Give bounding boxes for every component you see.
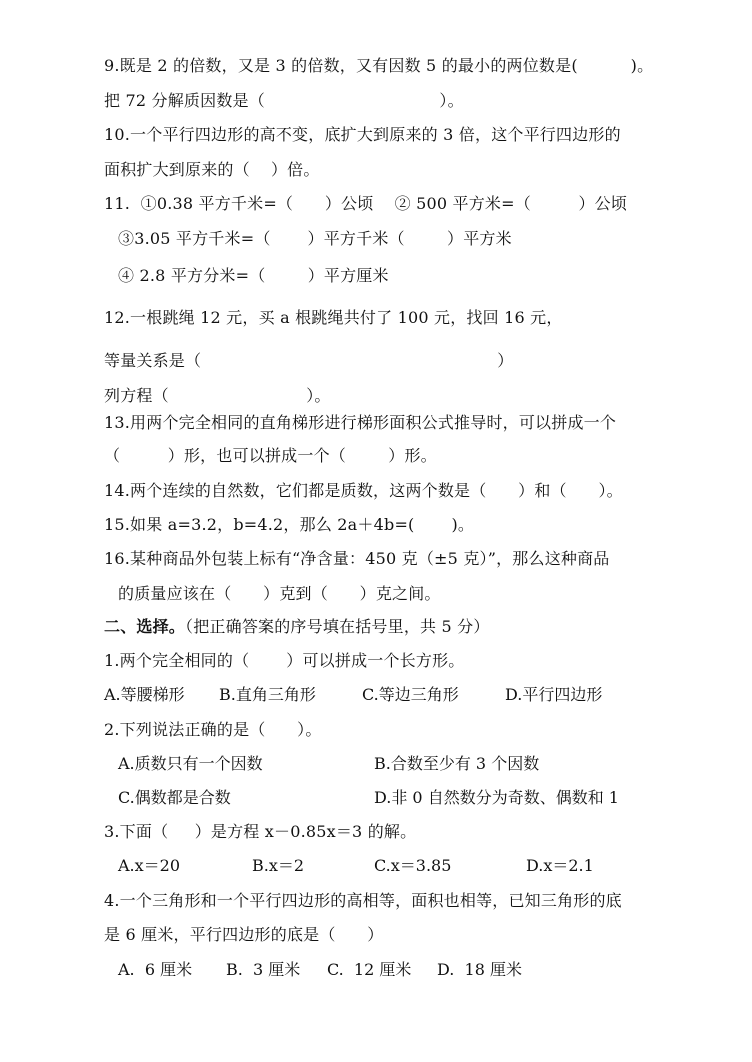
choice-2-option-b: B.合数至少有 3 个因数 xyxy=(374,754,540,773)
choice-2-option-a: A.质数只有一个因数 xyxy=(118,754,263,773)
question-16-line-2: 的质量应该在（ ）克到（ ）克之间。 xyxy=(118,584,441,603)
choice-4-option-b: B. 3 厘米 xyxy=(226,960,301,979)
choice-1-option-a: A.等腰梯形 xyxy=(104,685,185,704)
choice-4-option-c: C. 12 厘米 xyxy=(327,960,412,979)
question-11-line-1: 11. ①0.38 平方千米=（ ）公顷 ② 500 平方米=（ ）公顷 xyxy=(104,194,628,213)
question-10-line-1: 10.一个平行四边形的高不变，底扩大到原来的 3 倍，这个平行四边形的 xyxy=(104,125,621,144)
question-16-line-1: 16.某种商品外包装上标有“净含量：450 克（±5 克）”，那么这种商品 xyxy=(104,549,610,568)
choice-3-option-b: B.x＝2 xyxy=(252,856,305,875)
question-13-line-1: 13.用两个完全相同的直角梯形进行梯形面积公式推导时，可以拼成一个 xyxy=(104,413,617,432)
choice-4-option-d: D. 18 厘米 xyxy=(437,960,522,979)
question-9-line-1: 9.既是 2 的倍数，又是 3 的倍数，又有因数 5 的最小的两位数是( )。 xyxy=(104,56,654,75)
question-11-line-3: ④ 2.8 平方分米=（ ）平方厘米 xyxy=(118,266,389,285)
choice-4-option-a: A. 6 厘米 xyxy=(118,960,193,979)
question-12-line-2: 等量关系是（ ） xyxy=(104,351,514,370)
section-2-heading-note: （把正确答案的序号填在括号里，共 5 分） xyxy=(185,617,490,636)
question-12-line-1: 12.一根跳绳 12 元，买 a 根跳绳共付了 100 元，找回 16 元， xyxy=(104,308,563,327)
question-14-line-1: 14.两个连续的自然数，它们都是质数，这两个数是（ ）和（ ）。 xyxy=(104,481,623,500)
choice-1-option-c: C.等边三角形 xyxy=(362,685,459,704)
choice-2-stem: 2.下列说法正确的是（ ）。 xyxy=(104,720,322,739)
choice-3-option-d: D.x＝2.1 xyxy=(526,856,594,875)
choice-4-stem-line-1: 4.一个三角形和一个平行四边形的高相等，面积也相等，已知三角形的底 xyxy=(104,891,622,910)
question-13-line-2: （ ）形，也可以拼成一个（ ）形。 xyxy=(104,446,437,465)
choice-3-option-a: A.x＝20 xyxy=(118,856,181,875)
section-2-heading-row xyxy=(104,617,490,637)
choice-4-stem-line-2: 是 6 厘米，平行四边形的底是（ ） xyxy=(104,925,384,944)
question-10-line-2: 面积扩大到原来的（ ）倍。 xyxy=(104,160,320,179)
choice-2-option-d: D.非 0 自然数分为奇数、偶数和 1 xyxy=(374,788,619,807)
question-15-line-1: 15.如果 a=3.2，b=4.2，那么 2a＋4b=( )。 xyxy=(104,515,475,534)
choice-1-stem: 1.两个完全相同的（ ）可以拼成一个长方形。 xyxy=(104,651,465,670)
choice-2-option-c: C.偶数都是合数 xyxy=(118,788,231,807)
question-9-line-2: 把 72 分解质因数是（ ）。 xyxy=(104,91,464,110)
choice-3-stem: 3.下面（ ）是方程 x－0.85x＝3 的解。 xyxy=(104,822,417,841)
choice-1-option-d: D.平行四边形 xyxy=(505,685,603,704)
choice-1-option-b: B.直角三角形 xyxy=(219,685,316,704)
question-11-line-2: ③3.05 平方千米=（ ）平方千米（ ）平方米 xyxy=(118,229,512,248)
choice-3-option-c: C.x＝3.85 xyxy=(374,856,452,875)
question-12-line-3: 列方程（ ）。 xyxy=(104,386,331,405)
section-2-heading: 二、选择。 xyxy=(104,617,186,636)
